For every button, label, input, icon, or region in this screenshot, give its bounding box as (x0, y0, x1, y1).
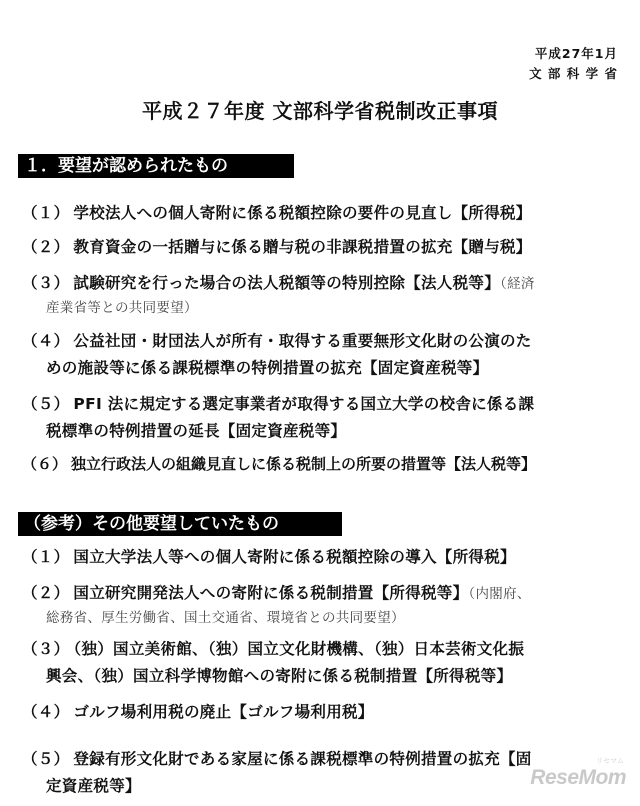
item-note-continued: 総務省、厚生労働省、国土交通省、環境省との共同要望） (46, 610, 405, 626)
item-text: 独立行政法人の組織見直しに係る税制上の所要の措置等【法人税等】 (71, 455, 537, 473)
item-text-continued: めの施設等に係る課税標準の特例措置の拡充【固定資産税等】 (46, 359, 489, 377)
item-text: 国立研究開発法人への寄附に係る税制措置【所得税等】 (73, 584, 469, 602)
list-item (22, 580, 618, 628)
item-text: ゴルフ場利用税の廃止【ゴルフ場利用税】 (73, 703, 374, 721)
section-heading-reference: （参考）その他要望していたもの (18, 512, 342, 536)
watermark-logo: ReseMom (530, 766, 626, 789)
item-text: 登録有形文化財である家屋に係る課税標準の特例措置の拡充【固 (73, 750, 532, 768)
list-item (22, 746, 618, 800)
list-item (22, 451, 618, 478)
list-item (22, 699, 618, 726)
item-text: 学校法人への個人寄附に係る税額控除の要件の見直し【所得税】 (73, 204, 532, 222)
list-item (22, 544, 618, 571)
item-text-continued: 定資産税等】 (46, 777, 141, 795)
page-title: 平成２７年度 文部科学省税制改正事項 (142, 99, 498, 123)
item-text: 教育資金の一括贈与に係る贈与税の非課税措置の拡充【贈与税】 (73, 238, 532, 256)
item-number: （４） (22, 332, 70, 350)
list-item (22, 200, 618, 227)
item-number: （１） (22, 548, 70, 566)
item-number: （２） (22, 238, 70, 256)
document-date-block (529, 44, 618, 84)
list-item (22, 328, 618, 382)
list-item (22, 234, 618, 261)
list-item (22, 636, 618, 690)
item-text: 公益社団・財団法人が所有・取得する重要無形文化財の公演のた (73, 332, 532, 350)
watermark-subtext: リセマム (596, 757, 624, 765)
item-note: （経済 (500, 276, 535, 292)
item-text: （独）国立美術館、（独）国立文化財機構、（独）日本芸術文化振 (73, 640, 525, 658)
item-number: （３） (22, 274, 70, 292)
item-text: PFI 法に規定する選定事業者が取得する国立大学の校舎に係る課 (73, 395, 535, 413)
item-number: （５） (22, 750, 70, 768)
ministry-name: 文 部 科 学 省 (529, 66, 618, 81)
list-item (22, 270, 618, 318)
item-number: （６） (22, 455, 68, 473)
item-number: （１） (22, 204, 70, 222)
item-text: 試験研究を行った場合の法人税額等の特別控除【法人税等】 (73, 274, 501, 292)
item-number: （５） (22, 395, 70, 413)
document-date: 平成27年1月 (534, 46, 618, 61)
item-note: （内閣府、 (468, 586, 531, 602)
item-text-continued: 興会、（独）国立科学博物館への寄附に係る税制措置【所得税等】 (46, 667, 513, 685)
item-number: （４） (22, 703, 70, 721)
item-number: （３） (22, 640, 70, 658)
item-note-continued: 産業省等との共同要望） (46, 300, 198, 316)
list-item (22, 391, 618, 445)
item-text: 国立大学法人等への個人寄附に係る税額控除の導入【所得税】 (73, 548, 516, 566)
section-heading-approved: １．要望が認められたもの (18, 154, 294, 178)
item-number: （２） (22, 584, 70, 602)
item-text-continued: 税標準の特例措置の延長【固定資産税等】 (46, 422, 347, 440)
